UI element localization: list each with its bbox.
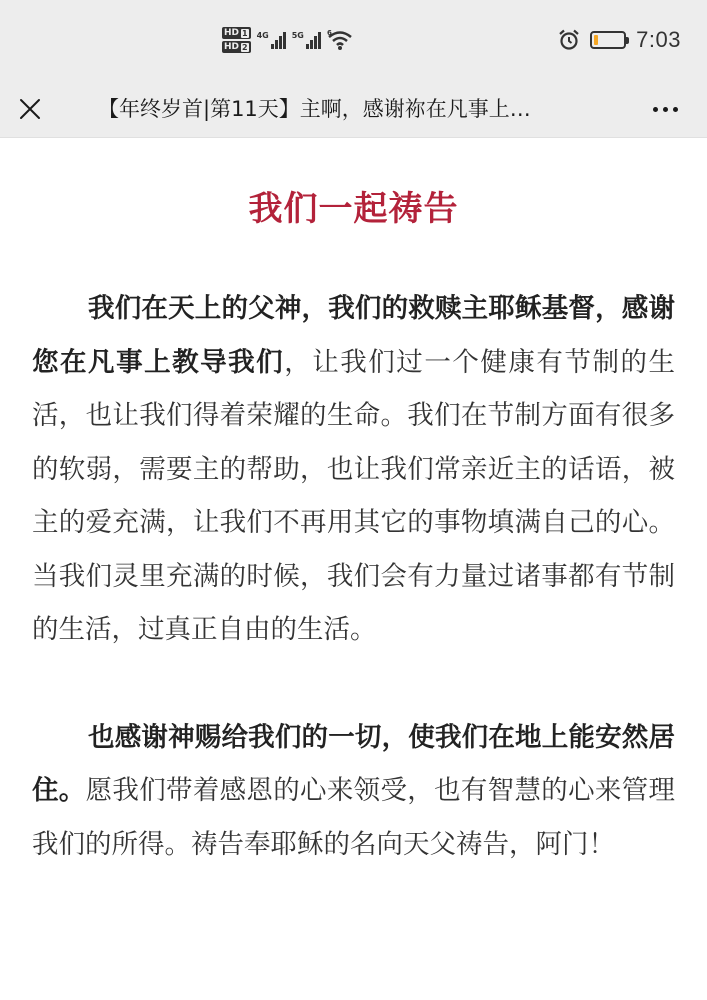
prayer-paragraph-1 bbox=[32, 282, 675, 657]
alarm-icon bbox=[558, 29, 580, 51]
more-options-button[interactable] bbox=[643, 89, 687, 129]
status-icons-right bbox=[558, 26, 681, 54]
status-icons-left bbox=[222, 22, 353, 58]
prayer-paragraph-2 bbox=[32, 711, 675, 872]
network2-type: 5G bbox=[291, 31, 304, 40]
paragraph2-bold-text: 也感谢神赐给我们的一切，使我们在地上能安然居住。 bbox=[32, 721, 675, 806]
more-icon bbox=[653, 107, 658, 112]
signal-icon bbox=[257, 31, 286, 49]
paragraph2-text: 愿我们带着感恩的心来领受，也有智慧的心来管理我们的所得。祷告奉耶稣的名向天父祷告，阿门！ bbox=[32, 775, 676, 860]
article-heading: 我们一起祷告 bbox=[248, 189, 459, 229]
status-bar bbox=[0, 0, 707, 80]
paragraph1-text: ，让我们过一个健康有节制的生活，也让我们得着荣耀的生命。我们在节制方面有很多的软弱，需要主的帮助，也让我们常亲近主的话语，被主的爱充满，让我们不再用其它的事物填满自己的心。当我们灵里充满的时候，我们会有力量过诸事都有节制的生活，过真正自由的生活。 bbox=[32, 346, 676, 645]
page-title: 【年终岁首|第11天】主啊，感谢祢在凡事上… bbox=[98, 97, 531, 121]
battery-level bbox=[594, 35, 598, 45]
clock-time: 7:03 bbox=[636, 27, 681, 52]
battery-icon bbox=[590, 31, 626, 49]
wifi-label: 6 bbox=[326, 29, 332, 37]
sim2-hd-badge: HD 2 bbox=[222, 41, 251, 53]
close-icon bbox=[18, 97, 42, 121]
sim1-hd-badge: HD 1 bbox=[222, 27, 251, 39]
article-body bbox=[32, 138, 675, 871]
paragraph1-bold-text: 我们在天上的父神，我们的救赎主耶稣基督，感谢您在凡事上教导我们 bbox=[32, 293, 675, 378]
wifi-icon bbox=[327, 29, 353, 51]
network1-type: 4G bbox=[256, 31, 269, 40]
sim-hd-icon bbox=[222, 27, 251, 53]
signal-icon bbox=[292, 31, 321, 49]
close-button[interactable] bbox=[10, 89, 50, 129]
article-navbar bbox=[0, 80, 707, 138]
